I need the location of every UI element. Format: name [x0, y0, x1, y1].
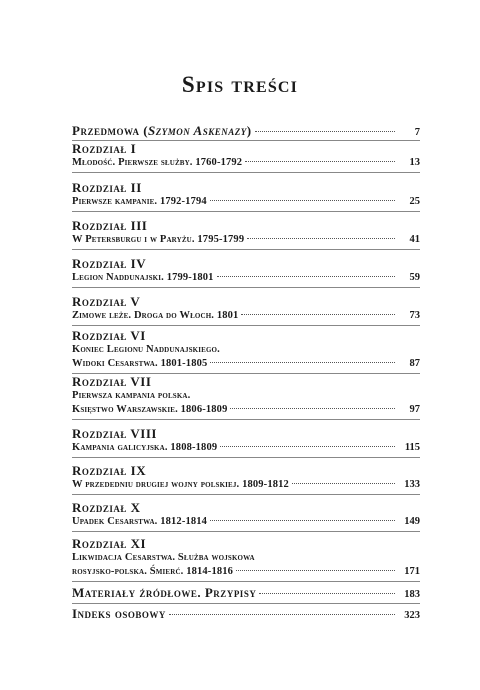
toc-entry-chapter[interactable] — [72, 427, 420, 455]
chapter-title: Upadek Cesarstwa. 1812-1814 — [72, 516, 208, 527]
leader-dots — [210, 362, 395, 363]
entry-label: Materiały źródłowe. Przypisy — [72, 585, 257, 600]
leader-dots — [245, 161, 395, 162]
chapter-title: Księstwo Warszawskie. 1806-1809 — [72, 404, 228, 415]
page-number: 25 — [409, 196, 420, 207]
leader-dots — [247, 238, 395, 239]
preface-label: Przedmowa (Szymon Askenazy) — [72, 123, 252, 138]
chapter-title: Koniec Legionu Naddunajskiego. — [72, 344, 220, 355]
page-number: 97 — [409, 404, 420, 415]
entry-label: Indeks osobowy — [72, 606, 166, 621]
leader-dots — [210, 520, 395, 521]
chapter-heading: Rozdział IX — [72, 463, 147, 478]
leader-dots — [169, 614, 395, 615]
page-number: 149 — [404, 516, 420, 527]
toc-entry-chapter[interactable] — [72, 142, 420, 170]
chapter-heading: Rozdział XI — [72, 536, 147, 551]
page-number: 323 — [404, 610, 420, 621]
page-number: 7 — [414, 127, 420, 138]
chapter-title: Zimowe leże. Droga do Włoch. 1801 — [72, 310, 239, 321]
chapter-heading: Rozdział VIII — [72, 426, 157, 441]
page-number: 87 — [409, 358, 420, 369]
leader-dots — [236, 570, 395, 571]
chapter-title: Widoki Cesarstwa. 1801-1805 — [72, 358, 208, 369]
toc-entry-chapter[interactable] — [72, 464, 420, 492]
leader-dots — [255, 131, 395, 132]
chapter-title: Legion Naddunajski. 1799-1801 — [72, 272, 214, 283]
chapter-title: rosyjsko-polska. Śmierć. 1814-1816 — [72, 566, 234, 577]
toc-entry-chapter[interactable] — [72, 181, 420, 209]
leader-dots — [241, 314, 395, 315]
toc-entry-index[interactable] — [72, 607, 420, 623]
page-number: 115 — [404, 442, 420, 453]
chapter-title: Kampania galicyjska. 1808-1809 — [72, 442, 218, 453]
toc-entry-chapter[interactable] — [72, 537, 420, 579]
toc-entry-sources[interactable] — [72, 586, 420, 602]
chapter-heading: Rozdział VI — [72, 328, 146, 343]
chapter-heading: Rozdział V — [72, 294, 141, 309]
chapter-title: Pierwsza kampania polska. — [72, 390, 191, 401]
toc-entry-chapter[interactable] — [72, 219, 420, 247]
divider — [72, 581, 420, 582]
chapter-heading: Rozdział I — [72, 141, 137, 156]
chapter-title: W przededniu drugiej wojny polskiej. 1809-1812 — [72, 479, 289, 490]
divider — [72, 325, 420, 326]
page-number: 59 — [409, 272, 420, 283]
page-number: 133 — [404, 479, 420, 490]
chapter-heading: Rozdział III — [72, 218, 148, 233]
page-number: 183 — [404, 589, 420, 600]
chapter-title: Pierwsze kampanie. 1792-1794 — [72, 196, 207, 207]
divider — [72, 211, 420, 212]
chapter-title: W Petersburgu i w Paryżu. 1795-1799 — [72, 234, 245, 245]
chapter-heading: Rozdział X — [72, 500, 141, 515]
leader-dots — [220, 446, 395, 447]
toc-entry-chapter[interactable] — [72, 501, 420, 529]
leader-dots — [230, 408, 395, 409]
toc-entry-chapter[interactable] — [72, 375, 420, 417]
divider — [72, 249, 420, 250]
chapter-title: Młodość. Pierwsze służby. 1760-1792 — [72, 157, 243, 168]
divider — [72, 457, 420, 458]
page-number: 13 — [409, 157, 420, 168]
chapter-title: Likwidacja Cesarstwa. Służba wojskowa — [72, 552, 255, 563]
divider — [72, 287, 420, 288]
page-number: 41 — [409, 234, 420, 245]
page-number: 73 — [409, 310, 420, 321]
page-number: 171 — [404, 566, 420, 577]
toc-entry-preface[interactable] — [72, 124, 420, 140]
divider — [72, 494, 420, 495]
preface-author: Szymon Askenazy — [148, 123, 247, 138]
divider — [72, 172, 420, 173]
toc-entry-chapter[interactable] — [72, 257, 420, 285]
chapter-heading: Rozdział VII — [72, 374, 152, 389]
leader-dots — [217, 276, 395, 277]
chapter-heading: Rozdział II — [72, 180, 142, 195]
leader-dots — [210, 200, 395, 201]
chapter-heading: Rozdział IV — [72, 256, 147, 271]
divider — [72, 603, 420, 604]
toc-entry-chapter[interactable] — [72, 329, 420, 371]
divider — [72, 419, 420, 420]
leader-dots — [259, 593, 395, 594]
page-title: Spis treści — [181, 72, 299, 97]
divider — [72, 531, 420, 532]
leader-dots — [292, 483, 395, 484]
toc-entry-chapter[interactable] — [72, 295, 420, 323]
